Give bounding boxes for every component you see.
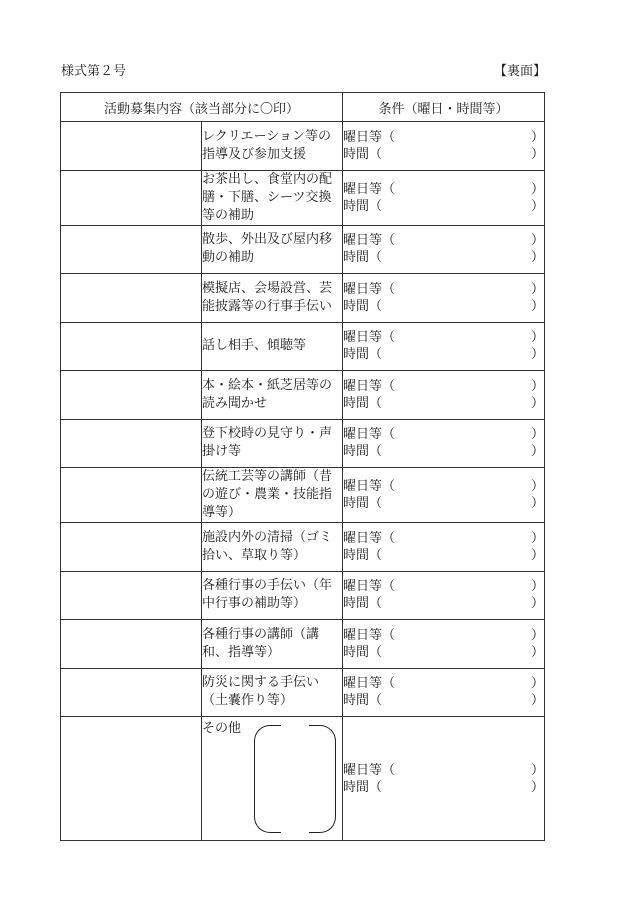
table-row	[61, 170, 545, 225]
conditions-cell[interactable]	[343, 419, 545, 468]
check-cell[interactable]	[61, 523, 202, 572]
conditions-cell[interactable]	[343, 717, 545, 841]
day-line: 曜日等（ ）	[343, 762, 544, 778]
day-line: 曜日等（ ）	[343, 378, 544, 394]
conditions-cell[interactable]	[343, 371, 545, 420]
time-line: 時間（ ）	[343, 198, 544, 214]
table-row	[61, 571, 545, 620]
right-bracket	[309, 725, 336, 833]
check-cell[interactable]	[61, 322, 202, 371]
time-line: 時間（ ）	[343, 347, 544, 363]
conditions-cell[interactable]	[343, 523, 545, 572]
table-row-other	[61, 717, 545, 841]
conditions-cell[interactable]	[343, 170, 545, 225]
activity-cell: 各種行事の手伝い（年中行事の補助等）	[202, 571, 343, 620]
table-row	[61, 523, 545, 572]
time-line: 時間（ ）	[343, 496, 544, 511]
time-line: 時間（ ）	[343, 250, 544, 266]
activity-cell: 本・絵本・紙芝居等の読み聞かせ	[202, 371, 343, 420]
time-line: 時間（ ）	[343, 547, 544, 563]
activity-cell: レクリエーション等の指導及び参加支援	[202, 122, 343, 171]
day-line: 曜日等（ ）	[343, 129, 544, 145]
time-line: 時間（ ）	[343, 644, 544, 660]
day-line: 曜日等（ ）	[343, 530, 544, 546]
check-cell[interactable]	[61, 419, 202, 468]
day-line: 曜日等（ ）	[343, 676, 544, 692]
time-line: 時間（ ）	[343, 298, 544, 314]
conditions-cell[interactable]	[343, 620, 545, 669]
table-row	[61, 468, 545, 523]
table-row	[61, 371, 545, 420]
day-line: 曜日等（ ）	[343, 181, 544, 197]
activity-cell: お茶出し、食堂内の配膳・下膳、シーツ交換等の補助	[202, 170, 343, 225]
activity-cell: 防災に関する手伝い（土嚢作り等）	[202, 668, 343, 717]
activity-table	[60, 92, 545, 841]
table-row	[61, 122, 545, 171]
table-row	[61, 322, 545, 371]
time-line: 時間（ ）	[343, 693, 544, 709]
conditions-column-header: 条件（曜日・時間等）	[343, 93, 545, 122]
activity-cell: 散歩、外出及び屋内移動の補助	[202, 225, 343, 274]
conditions-cell[interactable]	[343, 274, 545, 323]
other-label: その他	[202, 721, 242, 736]
day-line: 曜日等（ ）	[343, 627, 544, 643]
day-line: 曜日等（ ）	[343, 427, 544, 443]
activity-column-header: 活動募集内容（該当部分に〇印）	[61, 93, 343, 122]
conditions-cell[interactable]	[343, 225, 545, 274]
day-line: 曜日等（ ）	[343, 281, 544, 297]
activity-cell: 各種行事の講師（講和、指導等）	[202, 620, 343, 669]
time-line: 時間（ ）	[343, 779, 544, 795]
day-line: 曜日等（ ）	[343, 233, 544, 249]
time-line: 時間（ ）	[343, 444, 544, 460]
table-row	[61, 225, 545, 274]
activity-cell: 話し相手、傾聴等	[202, 322, 343, 371]
table-header-row	[61, 93, 545, 122]
time-line: 時間（ ）	[343, 596, 544, 612]
day-line: 曜日等（ ）	[343, 479, 544, 494]
table-row	[61, 274, 545, 323]
form-number: 様式第２号	[61, 64, 127, 79]
check-cell[interactable]	[61, 225, 202, 274]
time-line: 時間（ ）	[343, 146, 544, 162]
check-cell[interactable]	[61, 668, 202, 717]
conditions-cell[interactable]	[343, 122, 545, 171]
check-cell[interactable]	[61, 717, 202, 841]
conditions-cell[interactable]	[343, 322, 545, 371]
activity-cell: 模擬店、会場設営、芸能披露等の行事手伝い	[202, 274, 343, 323]
table-row	[61, 419, 545, 468]
check-cell[interactable]	[61, 122, 202, 171]
day-line: 曜日等（ ）	[343, 579, 544, 595]
page-side-label: 【裏面】	[494, 64, 547, 79]
left-bracket	[254, 725, 281, 833]
table-row	[61, 620, 545, 669]
check-cell[interactable]	[61, 620, 202, 669]
other-activity-cell	[202, 717, 343, 841]
check-cell[interactable]	[61, 571, 202, 620]
table-row	[61, 668, 545, 717]
check-cell[interactable]	[61, 371, 202, 420]
conditions-cell[interactable]	[343, 468, 545, 523]
check-cell[interactable]	[61, 468, 202, 523]
check-cell[interactable]	[61, 170, 202, 225]
activity-cell: 伝統工芸等の講師（昔の遊び・農業・技能指導等）	[202, 468, 343, 523]
conditions-cell[interactable]	[343, 668, 545, 717]
conditions-cell[interactable]	[343, 571, 545, 620]
day-line: 曜日等（ ）	[343, 330, 544, 346]
activity-cell: 登下校時の見守り・声掛け等	[202, 419, 343, 468]
time-line: 時間（ ）	[343, 395, 544, 411]
activity-cell: 施設内外の清掃（ゴミ拾い、草取り等）	[202, 523, 343, 572]
check-cell[interactable]	[61, 274, 202, 323]
